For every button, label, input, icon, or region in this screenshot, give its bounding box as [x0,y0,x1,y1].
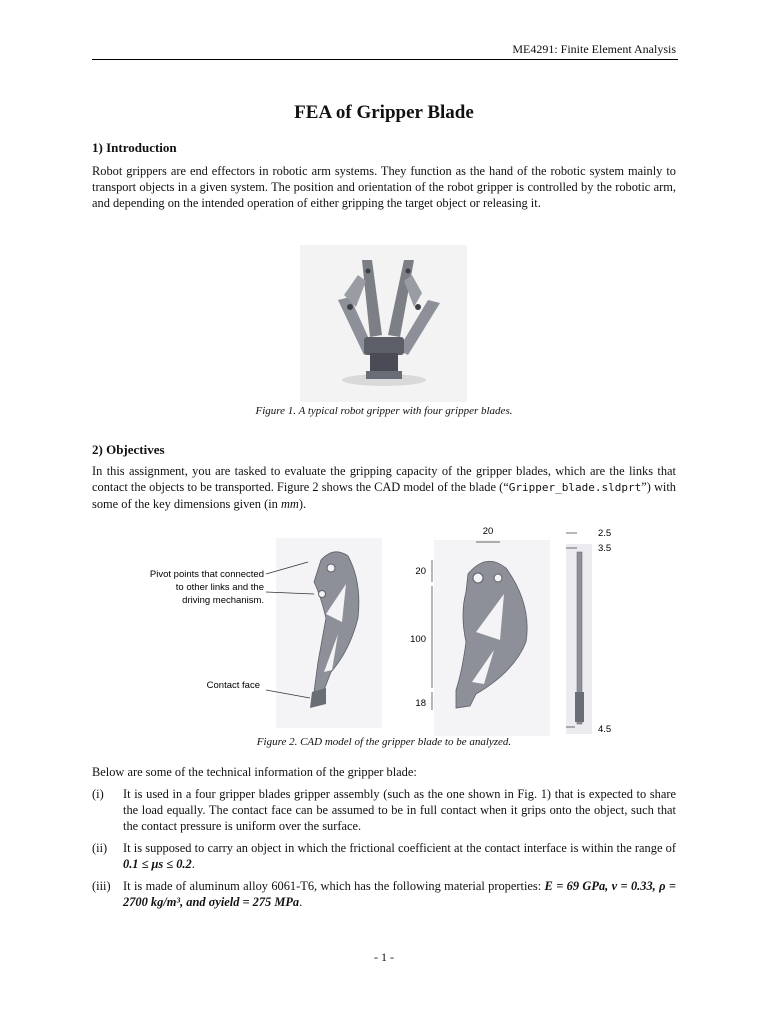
tech-item-2-end: . [191,857,195,871]
objectives-text-3: ). [298,497,307,511]
tech-item-2-num: (ii) [92,841,108,855]
tech-item-3-text: It is made of aluminum alloy 6061-T6, which has the following material properties: [123,879,542,893]
tech-item-1-text: It is used in a four gripper blades gripper assembly (such as the one shown in Fig. 1) that is expected to share the load equally. The contact face can be assumed to be in full contact when it grips onto the object, such that the contact pressure is uniform over the surface. [123,787,676,833]
pivot-label-3: driving mechanism. [182,595,264,606]
figure2-image [126,522,626,740]
figure2-caption: Figure 2. CAD model of the gripper blade to be analyzed. [256,736,512,748]
header-rule [92,59,678,60]
dim-top: 20 [482,526,494,537]
contact-face-label: Contact face [206,680,260,691]
dim-side-1: 2.5 [598,528,612,539]
page-number: - 1 - [374,950,394,964]
figure1-image [300,245,467,402]
objectives-text-1: In this assignment, you are tasked to evaluate the gripping capacity of the gripper blades, which are the links that contact the objects to be transported. Figure 2 shows the CAD model of the blade (“ [92,464,676,494]
tech-item-3-num: (iii) [92,879,111,893]
friction-range: 0.1 ≤ μs ≤ 0.2 [123,857,192,871]
section-heading-objectives: 2) Objectives [92,442,165,457]
intro-paragraph: Robot grippers are end effectors in robotic arm systems. They function as the hand of the robotic system mainly to transport objects in a given system. The position and orientation of the robot gripper is controlled by the robotic arm, and depending on the intended operation of either gripping the target object or releasing it. [92,164,676,210]
cad-filename: Gripper_blade.sldprt [508,481,642,494]
tech-item-1 [92,786,676,834]
unit-mm: mm [280,497,299,511]
dim-side-3: 4.5 [598,724,612,735]
dim-left-top: 20 [415,566,426,577]
objectives-paragraph [92,463,676,512]
gripper-photo-icon [300,245,467,402]
material-properties: E = 69 GPa, ν = 0.33, ρ = 2700 kg/m³, and σyield = 275 MPa [123,879,676,909]
cad-model-figure [126,522,626,740]
tech-item-2-text: It is supposed to carry an object in which the frictional coefficient at the contact interface is within the range of [123,841,676,855]
dim-side-2: 3.5 [598,543,612,554]
header-course: ME4291: Finite Element Analysis [512,42,676,56]
figure1-caption: Figure 1. A typical robot gripper with four gripper blades. [255,405,513,417]
pivot-label-2: to other links and the [175,582,264,593]
page-title: FEA of Gripper Blade [294,102,474,123]
pivot-label-1: Pivot points that connected [149,569,264,580]
tech-item-2 [92,840,676,872]
dim-left-mid: 100 [410,634,426,645]
objectives-text-2: ”) with some of the key dimensions given (in [92,480,676,511]
dim-left-bot: 18 [415,698,426,709]
section-heading-introduction: 1) Introduction [92,140,177,155]
tech-item-3 [92,878,676,910]
tech-item-3-end: . [299,895,303,909]
tech-item-1-num: (i) [92,787,104,801]
tech-intro: Below are some of the technical information of the gripper blade: [92,765,417,779]
